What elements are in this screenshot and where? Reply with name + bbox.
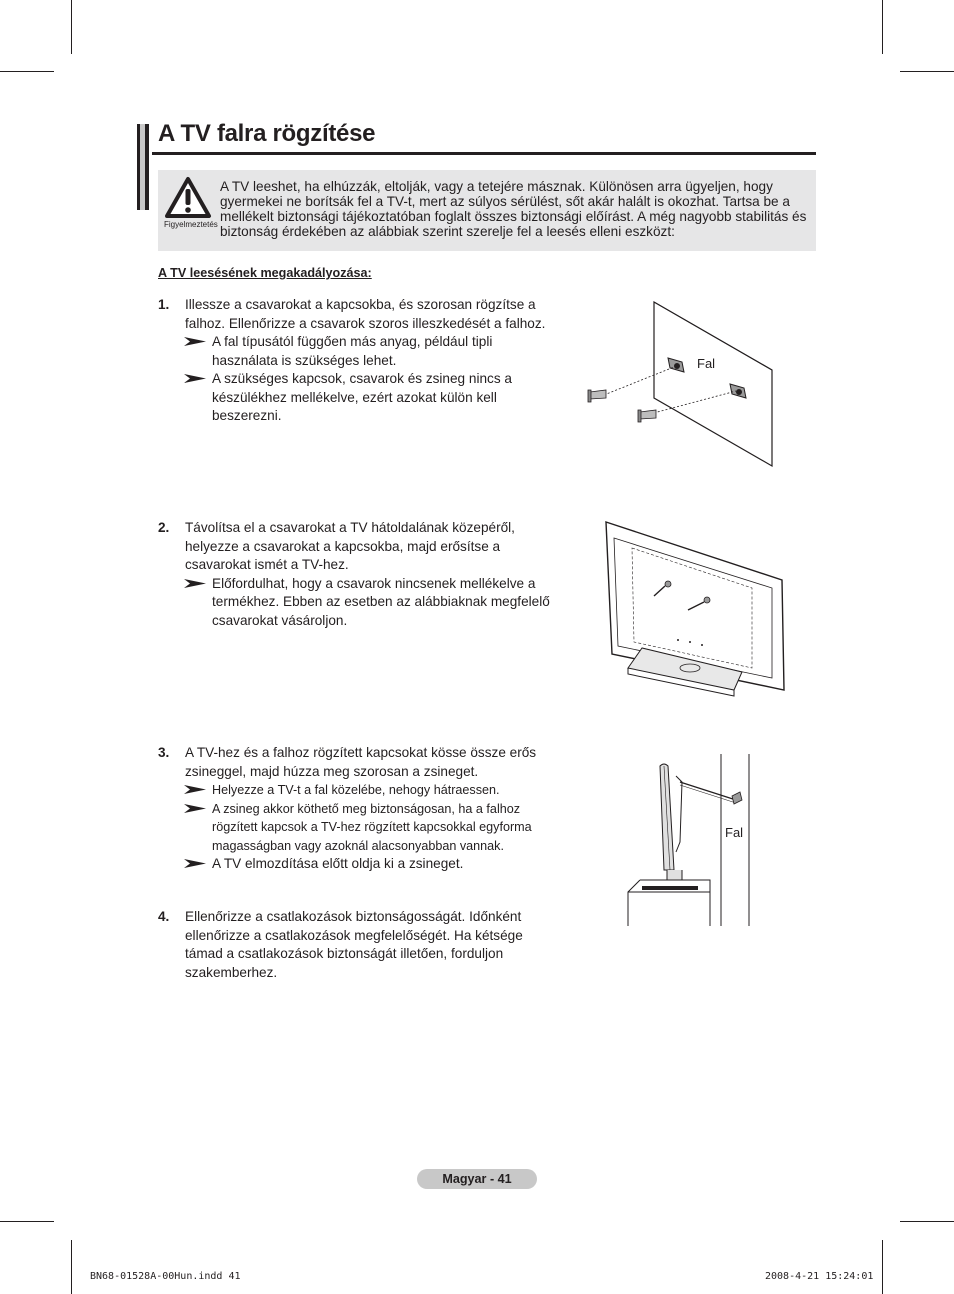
step-number: 4.: [158, 909, 170, 924]
step-3: [158, 744, 568, 874]
crop-mark: [900, 71, 954, 72]
step-text: A TV-hez és a falhoz rögzített kapcsokat kösse össze erős zsineggel, majd húzza meg szorosan a zsineget.: [185, 745, 537, 779]
crop-mark: [71, 1240, 72, 1294]
arrow-icon: [184, 579, 206, 588]
arrow-icon: [184, 374, 206, 383]
step-text: Távolítsa el a csavarokat a TV hátoldalának közepéről, helyezze a csavarokat a kapcsokba, majd erősítse a csavarokat ismét a TV-hez.: [185, 520, 515, 572]
warning-box: [158, 170, 816, 251]
title-rule: [152, 152, 816, 155]
title-decoration-bars: [137, 124, 152, 210]
arrow-icon: [184, 785, 206, 794]
crop-mark: [900, 1221, 954, 1222]
crop-mark: [71, 0, 72, 54]
warning-text: A TV leeshet, ha elhúzzák, eltolják, vagy a tetejére másznak. Különösen arra ügyeljen, hogy gyermekei ne borítsák fel a TV-t, mert az súlyos sérülést, sőt akár halált is okozhat. Tartsa be a mellékelt biztonsági tájékoztatóban foglalt összes biztonsági előírást. A még nagyobb stabilitás és biztonság érdekében az alábbiak szerint szerelje fel a leesés elleni eszközt:: [220, 179, 807, 239]
step-note: A zsineg akkor köthető meg biztonságosan, ha a falhoz rögzített kapcsok a TV-hez rögzített kapcsokkal egyforma magasságban vagy azoknál alacsonyabban vannak.: [212, 800, 562, 856]
arrow-icon: [184, 804, 206, 813]
step-number: 1.: [158, 297, 170, 312]
step-note: A fal típusától függően más anyag, például tipli használata is szükséges lehet.: [212, 333, 532, 370]
page-number-badge: Magyar - 41: [417, 1169, 537, 1189]
arrow-icon: [184, 859, 206, 868]
page-title: A TV falra rögzítése: [158, 120, 376, 147]
crop-mark: [0, 71, 54, 72]
wall-bracket-illustration: [584, 298, 780, 470]
file-slug: BN68-01528A-00Hun.indd 41: [90, 1271, 241, 1282]
crop-mark: [0, 1221, 54, 1222]
step-note: A szükséges kapcsok, csavarok és zsineg nincs a készülékhez mellékelve, ezért azokat külön kell beszerezni.: [212, 370, 532, 426]
tv-back-illustration: [602, 518, 788, 702]
step-number: 3.: [158, 745, 170, 760]
step-2: [158, 519, 568, 630]
crop-mark: [882, 0, 883, 54]
screw-icon: [638, 410, 656, 422]
warning-triangle-icon: [164, 176, 212, 220]
step-note: Helyezze a TV-t a fal közelébe, nehogy hátraessen.: [212, 781, 562, 800]
crop-mark: [882, 1240, 883, 1294]
screw-icon: [588, 390, 606, 402]
step-4: [158, 908, 538, 982]
step-note: A TV elmozdítása előtt oldja ki a zsineget.: [212, 855, 562, 874]
tv-tied-to-wall-illustration: [624, 752, 754, 928]
date-slug: 2008-4-21 15:24:01: [765, 1271, 874, 1282]
arrow-icon: [184, 337, 206, 346]
section-heading: A TV leesésének megakadályozása:: [158, 266, 372, 280]
step-text: Illessze a csavarokat a kapcsokba, és szorosan rögzítse a falhoz. Ellenőrizze a csavarok szoros illeszkedését a falhoz.: [185, 297, 546, 331]
wall-label: Fal: [697, 356, 716, 371]
side-wall-label: Fal: [725, 825, 744, 840]
step-number: 2.: [158, 520, 170, 535]
step-text: Ellenőrizze a csatlakozások biztonságosságát. Időnként ellenőrizze a csatlakozások megfelelőségét. Ha kétsége támad a csatlakozások biztonságát illetően, forduljon szakemberhez.: [185, 909, 523, 980]
step-note: Előfordulhat, hogy a csavarok nincsenek mellékelve a termékhez. Ebben az esetben az alábbiaknak megfelelő csavarokat vásároljon.: [212, 575, 562, 631]
step-1: [158, 296, 568, 426]
warning-caption: Figyelmeztetés: [164, 220, 218, 229]
